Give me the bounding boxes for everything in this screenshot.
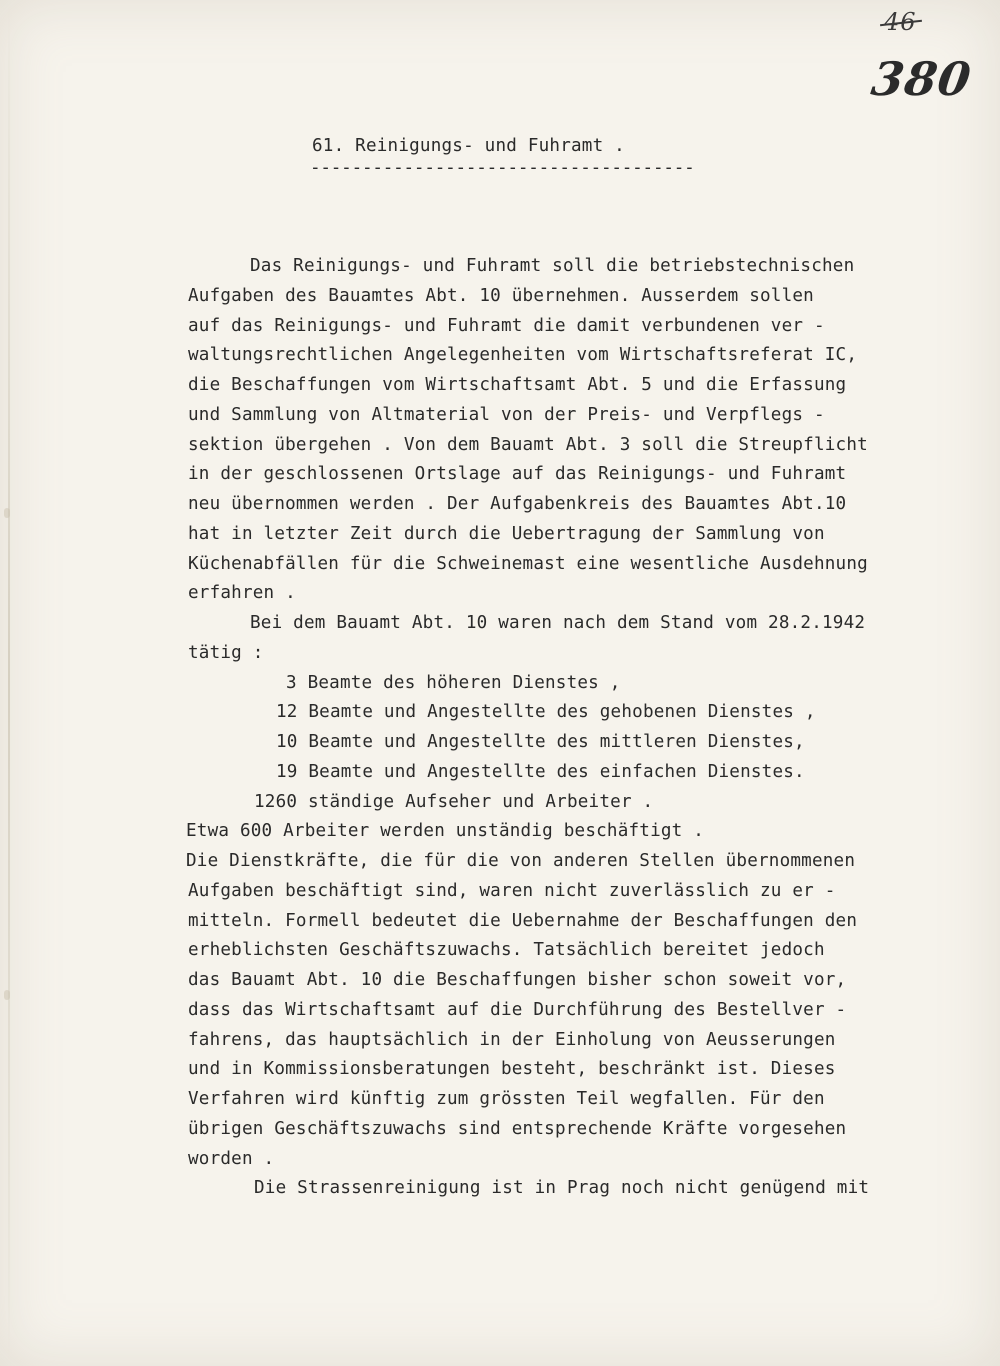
text-line: 1260 ständige Aufseher und Arbeiter . <box>254 792 654 812</box>
punch-mark <box>4 508 10 518</box>
punch-mark <box>4 990 10 1000</box>
text-line: Verfahren wird künftig zum grössten Teil wegfallen. Für den <box>188 1089 825 1109</box>
text-line: die Beschaffungen vom Wirtschaftsamt Abt. 5 und die Erfassung <box>188 375 847 395</box>
text-line: erfahren . <box>188 583 296 603</box>
text-line: hat in letzter Zeit durch die Uebertragung der Sammlung von <box>188 524 825 544</box>
text-line: Aufgaben des Bauamtes Abt. 10 übernehmen. Ausserdem sollen <box>188 286 814 306</box>
text-line: Die Dienstkräfte, die für die von anderen Stellen übernommenen <box>186 851 856 871</box>
text-line: sektion übergehen . Von dem Bauamt Abt. 3 soll die Streupflicht <box>188 435 868 455</box>
text-line: und Sammlung von Altmaterial von der Preis- und Verpflegs - <box>188 405 825 425</box>
text-line: 19 Beamte und Angestellte des einfachen Dienstes. <box>276 762 805 782</box>
text-line: waltungsrechtlichen Angelegenheiten vom Wirtschaftsreferat IC, <box>188 345 858 365</box>
section-heading: 61. Reinigungs- und Fuhramt . <box>312 136 625 156</box>
text-line: tätig : <box>188 643 264 663</box>
text-line: neu übernommen werden . Der Aufgabenkreis des Bauamtes Abt.10 <box>188 494 847 514</box>
text-line: 3 Beamte des höheren Dienstes , <box>286 673 621 693</box>
text-line: in der geschlossenen Ortslage auf das Reinigungs- und Fuhramt <box>188 464 847 484</box>
text-line: übrigen Geschäftszuwachs sind entsprechende Kräfte vorgesehen <box>188 1119 847 1139</box>
page-edge-shadow <box>8 0 10 1366</box>
text-line: auf das Reinigungs- und Fuhramt die damit verbundenen ver - <box>188 316 825 336</box>
text-line: Etwa 600 Arbeiter werden unständig beschäftigt . <box>186 821 705 841</box>
text-line: dass das Wirtschaftsamt auf die Durchführung des Bestellver - <box>188 1000 847 1020</box>
text-line: Küchenabfällen für die Schweinemast eine wesentliche Ausdehnung <box>188 554 868 574</box>
text-line: fahrens, das hauptsächlich in der Einholung von Aeusserungen <box>188 1030 836 1050</box>
text-line: erheblichsten Geschäftszuwachs. Tatsächlich bereitet jedoch <box>188 940 825 960</box>
text-line: mitteln. Formell bedeutet die Uebernahme der Beschaffungen den <box>188 911 858 931</box>
new-page-number: 380 <box>868 52 975 106</box>
text-line: und in Kommissionsberatungen besteht, beschränkt ist. Dieses <box>188 1059 836 1079</box>
text-line: Die Strassenreinigung ist in Prag noch nicht genügend mit <box>254 1178 870 1198</box>
text-line: das Bauamt Abt. 10 die Beschaffungen bisher schon soweit vor, <box>188 970 847 990</box>
text-line: Das Reinigungs- und Fuhramt soll die betriebstechnischen <box>250 256 855 276</box>
text-line: worden . <box>188 1149 275 1169</box>
heading-underline: ------------------------------------- <box>310 158 695 178</box>
old-page-number: 46 <box>884 8 917 36</box>
text-line: 10 Beamte und Angestellte des mittleren Dienstes, <box>276 732 805 752</box>
text-line: Aufgaben beschäftigt sind, waren nicht zuverlässlich zu er - <box>188 881 836 901</box>
text-line: 12 Beamte und Angestellte des gehobenen Dienstes , <box>276 702 816 722</box>
text-line: Bei dem Bauamt Abt. 10 waren nach dem Stand vom 28.2.1942 <box>250 613 866 633</box>
